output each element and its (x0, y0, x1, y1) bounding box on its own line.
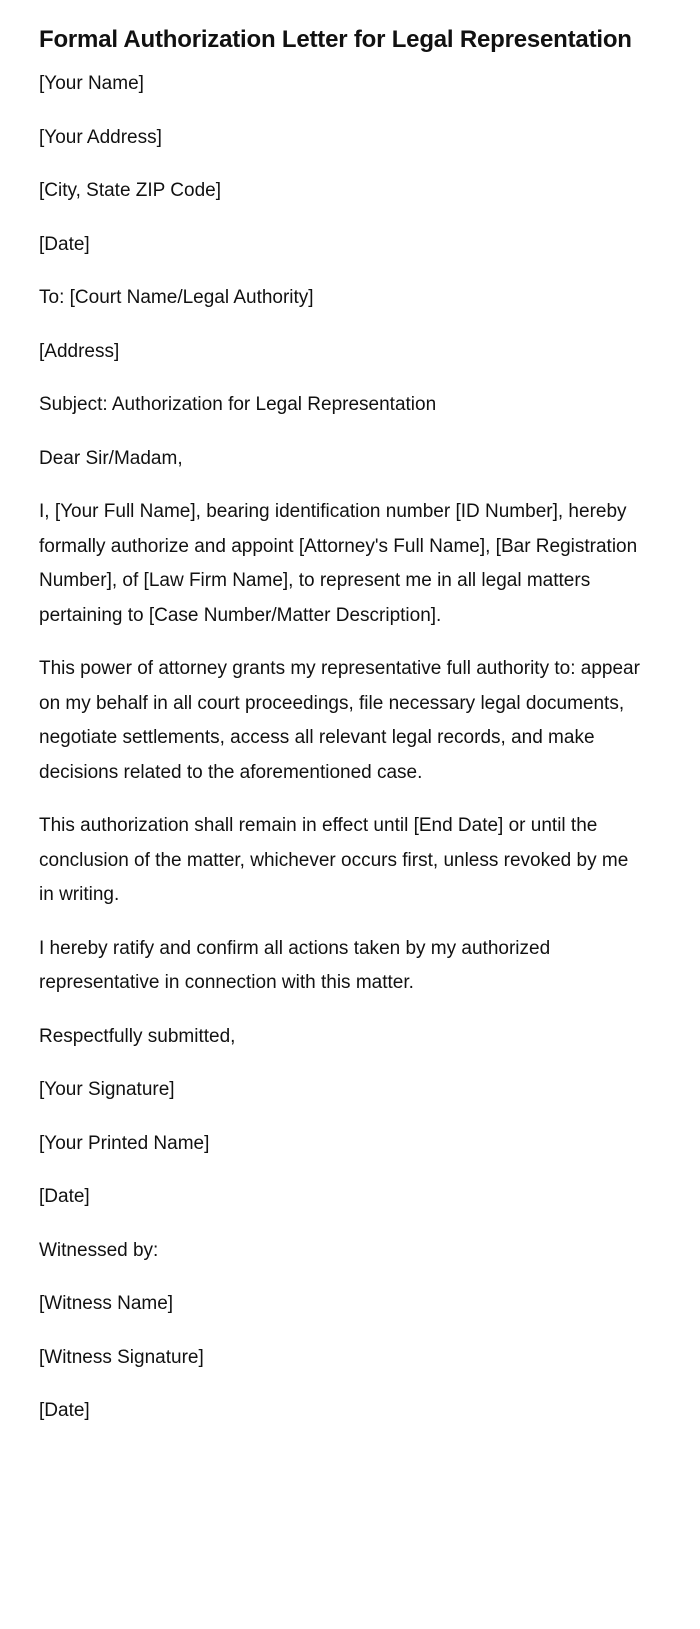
signature-line: [Your Signature] (39, 1079, 175, 1100)
witness-signature: [Witness Signature] (39, 1346, 204, 1368)
salutation: Dear Sir/Madam, (39, 447, 183, 469)
recipient-to: To: [Court Name/Legal Authority] (39, 287, 314, 308)
body-paragraph-duration: This authorization shall remain in effect until [End Date] or until the conclusion of the matter, whichever occurs first, unless revoked by me in writing. (39, 815, 629, 905)
body-paragraph-ratification: I hereby ratify and confirm all actions taken by my authorized representative in connection with this matter. (39, 937, 551, 993)
printed-name: [Your Printed Name] (39, 1132, 210, 1154)
witness-label: Witnessed by: (39, 1239, 159, 1261)
page-title: Formal Authorization Letter for Legal Representation (39, 26, 632, 53)
sender-name: [Your Name] (39, 73, 144, 94)
recipient-address: [Address] (39, 340, 120, 362)
sender-city-state-zip: [City, State ZIP Code] (39, 180, 221, 201)
witness-name: [Witness Name] (39, 1293, 174, 1314)
letter-date: [Date] (39, 233, 90, 255)
body-paragraph-appointment: I, [Your Full Name], bearing identification number [ID Number], hereby formally authorize and appoint [Attorney's Full Name], [Bar Registration Number], of [Law Firm Name], to represent me in all legal matters pertaining to [Case Number/Matter Description]. (39, 501, 638, 626)
witness-date: [Date] (39, 1400, 90, 1421)
body-paragraph-authority: This power of attorney grants my representative full authority to: appear on my behalf in all court proceedings, file necessary legal documents, negotiate settlements, access all relevant legal records, and make decisions related to the aforementioned case. (39, 658, 640, 783)
signature-date: [Date] (39, 1186, 90, 1207)
sender-address: [Your Address] (39, 126, 162, 148)
subject-line: Subject: Authorization for Legal Representation (39, 394, 437, 415)
closing: Respectfully submitted, (39, 1025, 236, 1047)
